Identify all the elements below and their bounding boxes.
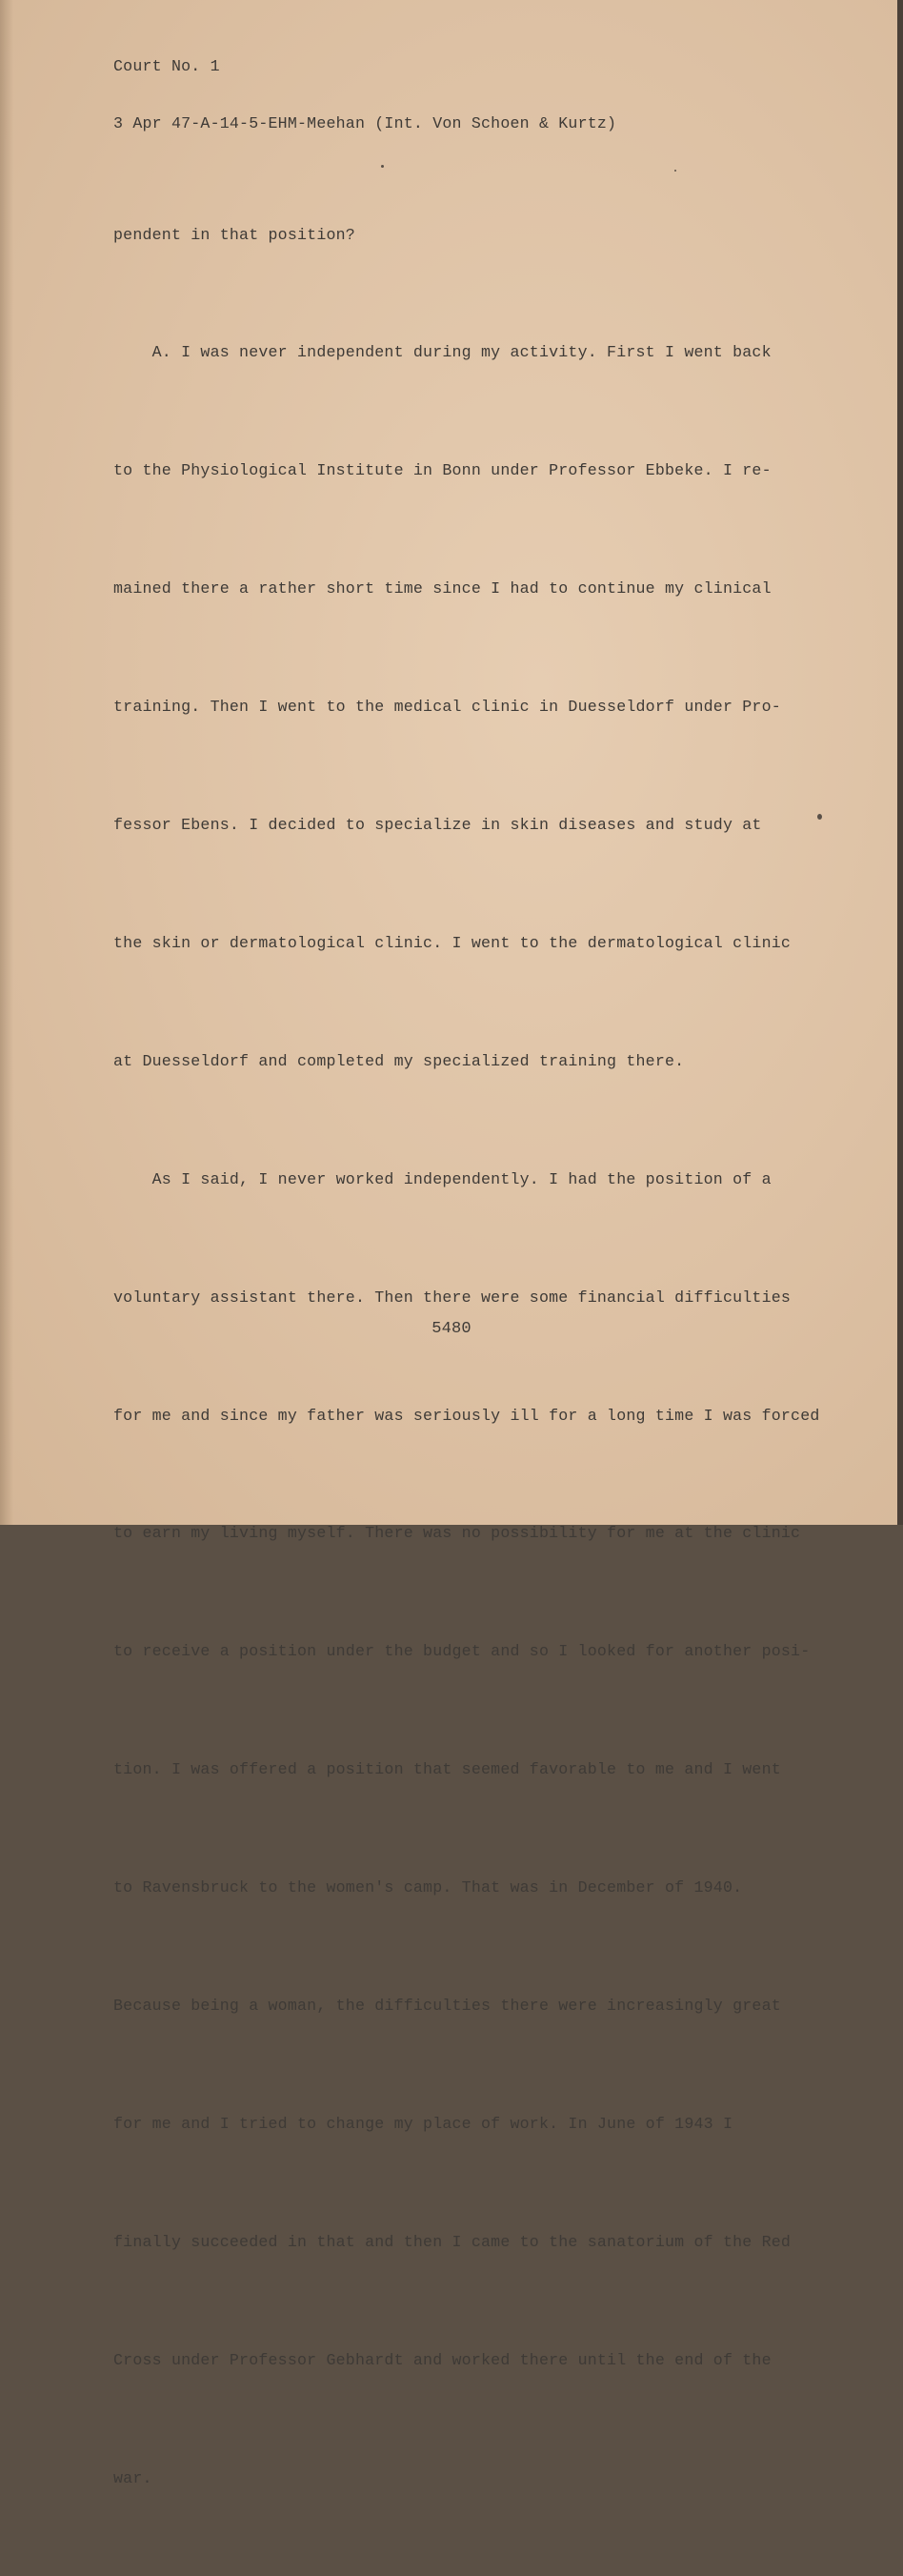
transcript-line: fessor Ebens. I decided to specialize in skin diseases and study at [113,816,762,835]
transcript-line: to receive a position under the budget and so I looked for another posi- [113,1642,811,1661]
session-reference: 3 Apr 47-A-14-5-EHM-Meehan (Int. Von Schoen & Kurtz) [113,114,617,132]
transcript-line: to Ravensbruck to the women's camp. That was in December of 1940. [113,1878,743,1897]
transcript-line: to the Physiological Institute in Bonn under Professor Ebbeke. I re- [113,461,772,480]
transcript-line: Because being a woman, the difficulties there were increasingly great [113,1996,781,2015]
transcript-line: finally succeeded in that and then I came to the sanatorium of the Red [113,2232,792,2251]
transcript-line: Cross under Professor Gebhardt and worked there until the end of the [113,2350,772,2369]
transcript-line: for me and I tried to change my place of work. In June of 1943 I [113,2114,733,2133]
transcript-line: the skin or dermatological clinic. I went to the dermatological clinic [113,933,792,952]
transcript-line: mained there a rather short time since I had to continue my clinical [113,579,772,598]
transcript-line: A. I was never independent during my activity. First I went back [113,343,772,362]
transcript-line: at Duesseldorf and completed my specialized training there. [113,1051,685,1070]
transcript-body [113,136,820,2576]
transcript-line: war. [113,2468,152,2487]
court-number: Court No. 1 [113,57,220,75]
transcript-line: for me and since my father was seriously ill for a long time I was forced [113,1406,820,1425]
ink-dot [381,165,384,168]
transcript-line: As I said, I never worked independently. I had the position of a [113,1169,772,1188]
ink-dot [674,170,676,172]
ink-dot [817,814,822,820]
transcript-line: voluntary assistant there. Then there were some financial difficulties [113,1288,792,1307]
transcript-line: training. Then I went to the medical clinic in Duesseldorf under Pro- [113,698,781,717]
transcript-line: to earn my living myself. There was no possibility for me at the clinic [113,1524,801,1543]
page-number: 5480 [431,1320,472,1338]
transcript-line: pendent in that position? [113,225,355,244]
transcript-line: tion. I was offered a position that seemed favorable to me and I went [113,1760,781,1779]
